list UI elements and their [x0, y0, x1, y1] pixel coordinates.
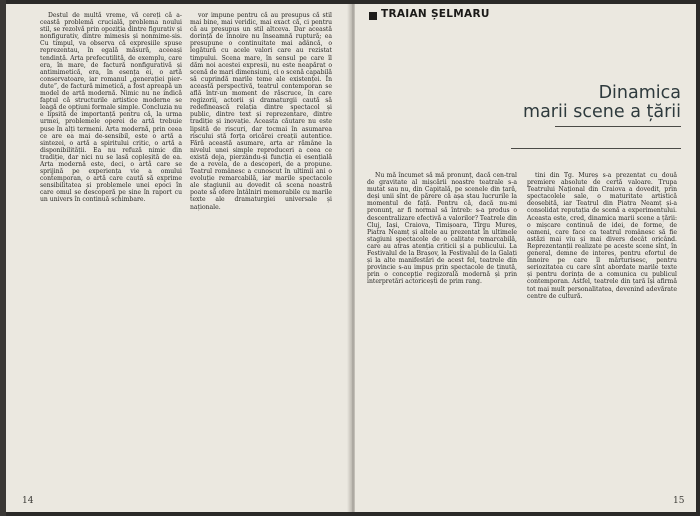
title-rule-upper — [555, 126, 681, 127]
article-title — [523, 84, 681, 122]
left-page-column-2 — [190, 12, 332, 494]
page-right — [355, 4, 696, 512]
page-left — [6, 4, 351, 512]
article-title-line-1: Dinamica — [598, 83, 681, 103]
article-title-line-2: marii scene a țării — [523, 102, 681, 122]
right-column-1-text: Nu mă încumet să mă pronunț, dacă cen-tral de gravitate al mișcării noastre teatrale s-a mutat sau nu, din Capitală, pe scenele din țară, deși unii sînt de părere că așa stau lucrurile la momentul de față. Pentru că, dacă nu-mi pronunț, ar fi normal să întreb: s-a produs o descentralizare efectivă a valorilor? Teatrele din Cluj, Iași, Craiova, Timișoara, Tîrgu Mureș, Piatra Neamț și altele au prezentat în ultimele stagiuni spectacole de o calitate remarcabilă, care au atras atenția criticii și a publicului. La Festivalul de la Brașov, la Festivalul de la Galați și la alte manifestări de acest fel, teatrele din provincie s-au impus prin spectacole de ținută, prin o concepție regizorală modernă și prin interpretări actoricești de prim rang. — [367, 172, 517, 286]
left-page-column-1 — [40, 12, 182, 494]
right-page-column-2 — [527, 172, 677, 494]
magazine-spread — [6, 4, 696, 512]
article-title-block — [431, 78, 689, 156]
page-number-left: 14 — [22, 496, 34, 506]
left-column-1-text: Destul de multă vreme, vă cereți că a-ceastă problemă crucială, problema noului stil, se rezolvă prin opoziția dintre figurativ și nonfigurativ, dintre mimesis și nonmime-sis. Cu timpul, va observa că expresiile spuse reprezentau, în egală măsură, aceeași tendință. Arta prefecutilită, de exemplu, care era, în mare, de factură nonfigurativă și antimimetică, era, în esența ei, o artă conservatoare, iar romanul „generației pier-dute”, de factură mimetică, a fost apreapă un model de artă modernă. Nimic nu ne indică faptul că structurile artistice moderne se leagă de opțiuni formale simple. Concluzia nu e lipsită de importanță pentru că, la urma urmei, problemele operei de artă trebuie puse în alți termeni. Arta modernă, prin ceea ce are ea mai de-sensibil, este o artă a sintezei, o artă a spiritului critic, o artă a disponibilității. Ea nu refuză nimic din tradiție, dar nici nu se lasă copleșită de ea. Arta modernă este, deci, o artă care se sprijină pe experiența vie a omului contemporan, o artă care caută să exprime sensibilitatea și problemele unei epoci în care omul se descoperă pe sine în raport cu un univers în continuă schimbare. — [40, 12, 182, 204]
right-column-2-text: tini din Tg. Mureș s-a prezentat cu două premiere absolute de certă valoare. Trupa Teatrului Național din Craiova a dovedit, prin spectacolele sale, o maturitate artistică deosebită, iar Teatrul din Piatra Neamț și-a consolidat reputația de scenă a experimentului. Aceasta este, cred, dinamica marii scene a țării: o mișcare continuă de idei, de forme, de oameni, care face ca teatrul românesc să fie astăzi mai viu și mai divers decât oricând. Reprezentanții realizate pe aceste scene sînt, în general, demne de interes, pentru efortul de înnoire pe care îl mărturisesc, pentru seriozitatea cu care sînt abordate marile texte și pentru dorința de a comunica cu publicul contemporan. Astfel, teatrele din țară își afirmă tot mai mult personalitatea, devenind adevărate centre de cultură. — [527, 172, 677, 300]
right-page-column-1 — [367, 172, 517, 494]
title-rule-lower — [511, 148, 681, 149]
author-name: TRAIAN ȘELMARU — [381, 8, 490, 20]
square-bullet-icon — [369, 12, 377, 20]
left-column-2-text: vor impune pentru că au presupus că stil mai bine, mai veridic, mai exact că, ci pentru că au presupus un stil altceva. Dar această dorință de înnoire nu înseamnă ruptură; ea presupune o continuitate mai adâncă, o legătură cu acele valori care au rezistat timpului. Scena mare, în sensul pe care îl dăm noi acestei expresii, nu este neapărat o scenă de mari dimensiuni, ci o scenă capabilă să cuprindă marile teme ale existenței. În această perspectivă, teatrul contemporan se află într-un moment de răscruce, în care regizorii, actorii și dramaturgii caută să redefinească relația dintre spectacol și public, dintre text și reprezentare, dintre tradiție și inovație. Aceasta căutare nu este lipsită de riscuri, dar tocmai în asumarea riscului stă forța oricărei creații autentice. Fără această asumare, arta ar rămâne la nivelul unei simple reproduceri a ceea ce există deja, pierzându-și funcția ei esențială de a revela, de a descoperi, de a propune. Teatrul românesc a cunoscut în ultimii ani o evoluție remarcabilă, iar marile spectacole ale stagiunii au dovedit că scena noastră poate să ofere întâlniri memorabile cu marile texte ale dramaturgiei universale și naționale. — [190, 12, 332, 211]
page-number-right: 15 — [673, 496, 685, 506]
